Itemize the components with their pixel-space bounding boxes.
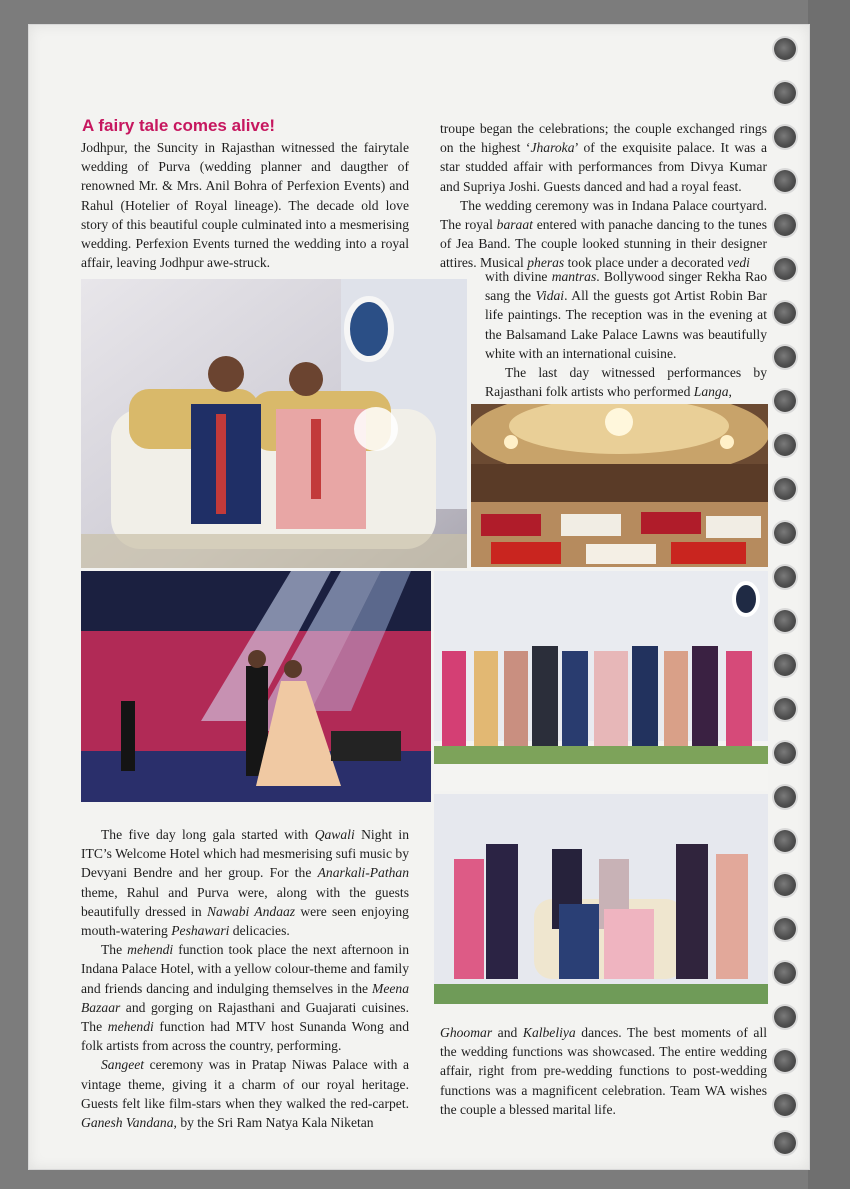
paragraph: The last day witnessed performances by Rajasthani folk artists who performed Langa, [485, 365, 767, 400]
column-2-bottom [440, 1023, 767, 1119]
binder-hole [774, 434, 796, 456]
binder-hole [774, 874, 796, 896]
binder-hole [774, 786, 796, 808]
binder-hole [774, 390, 796, 412]
binder-hole [774, 698, 796, 720]
paragraph: Ghoomar and Kalbeliya dances. The best moments of all the wedding functions was showcased. The entire wedding affair, right from pre-wedding functions to post-wedding functions was a magnificent celebration. Team WA wishes the couple a blessed marital life. [440, 1025, 767, 1117]
binder-hole [774, 962, 796, 984]
binder-hole [774, 830, 796, 852]
binder-hole [774, 1006, 796, 1028]
paragraph: The wedding ceremony was in Indana Palace courtyard. The royal baraat entered with panache dancing to the tunes of Jea Band. The couple looked stunning in their designer attires. Musical pheras took place under a decorated vedi [440, 197, 767, 271]
paragraph: with divine mantras. Bollywood singer Rekha Rao sang the Vidai. All the guests got Artist Robin Bar life paintings. The reception was in the evening at the Balsamand Lake Palace Lawns was beautifully white with an international cuisine. [485, 269, 767, 361]
binder-hole [774, 170, 796, 192]
binder-hole [774, 742, 796, 764]
binder-hole [774, 1050, 796, 1072]
binder-hole [774, 522, 796, 544]
binder-hole [774, 302, 796, 324]
binder-hole [774, 1094, 796, 1116]
binder-hole [774, 82, 796, 104]
couple-dance-photo [81, 571, 431, 802]
article-title: A fairy tale comes alive! [82, 116, 276, 135]
column-2-top [440, 119, 767, 273]
binder-hole [774, 38, 796, 60]
binder-hole [774, 1132, 796, 1154]
binder-hole [774, 478, 796, 500]
column-2-narrow [485, 267, 767, 401]
couple-on-throne-photo [81, 279, 467, 568]
column-1-bottom [81, 825, 409, 1132]
paragraph: Sangeet ceremony was in Pratap Niwas Palace with a vintage theme, giving it a charm of our royal heritage. Guests felt like film-stars when they walked the red-carpet. Ganesh Vandana, by the Sri Ram Natya Kala Niketan [81, 1057, 409, 1131]
intro-text [81, 138, 409, 272]
page-edge-strip [808, 0, 850, 1189]
intro-paragraph: Jodhpur, the Suncity in Rajasthan witnessed the fairytale wedding of Purva (wedding planner and daugther of renowned Mr. & Mrs. Anil Bohra of Perfexion Events) and Rahul (Hotelier of Royal lineage). The decade old love story of this beautiful couple culminated into a mesmerising wedding. Perfexion Events turned the wedding into a royal affair, leaving Jodhpur awe-struck. [81, 140, 409, 271]
family-group-photo-2 [434, 794, 768, 1004]
binder-hole [774, 654, 796, 676]
paragraph: troupe began the celebrations; the couple exchanged rings on the highest ‘Jharoka’ of the exquisite palace. It was a star studded affair with performances from Divya Kumar and Supriya Joshi. Guests danced and had a royal feast. [440, 121, 767, 194]
binder-hole [774, 610, 796, 632]
binder-hole [774, 918, 796, 940]
binder-hole [774, 126, 796, 148]
banquet-hall-photo [471, 404, 768, 567]
binder-hole [774, 258, 796, 280]
paragraph: The five day long gala started with Qawali Night in ITC’s Welcome Hotel which had mesmerising sufi music by Devyani Bendre and her group. For the Anarkali-Pathan theme, Rahul and Purva were, along with the guests beautifully dressed in Nawabi Andaaz were seen enjoying mouth-watering Peshawari delicacies. [81, 827, 409, 939]
binder-hole [774, 346, 796, 368]
paragraph: The mehendi function took place the next afternoon in Indana Palace Hotel, with a yellow colour-theme and family and friends dancing and indulging themselves in the Meena Bazaar and gorging on Rajasthani and Guajarati cuisines. The mehendi function had MTV host Sunanda Wong and folk artists from across the country, performing. [81, 942, 409, 1054]
binder-hole [774, 214, 796, 236]
binder-hole [774, 566, 796, 588]
family-group-photo-1 [434, 571, 768, 791]
